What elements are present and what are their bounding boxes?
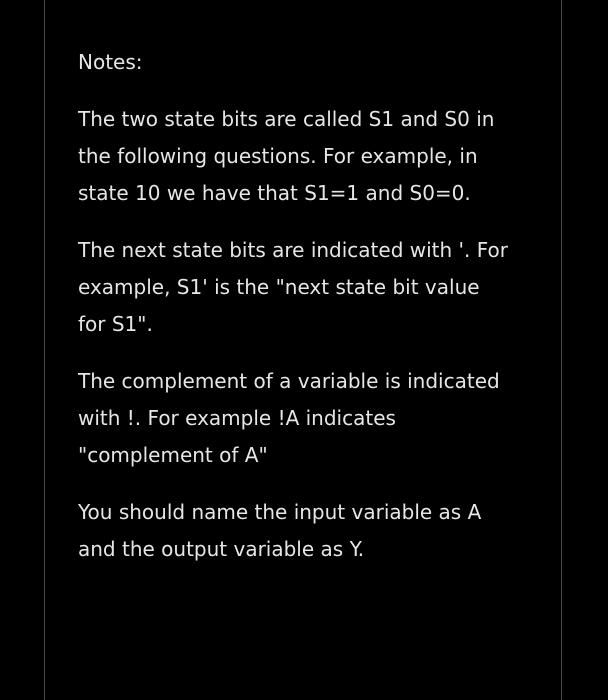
notes-title: Notes: [78,50,143,74]
paragraph-line: "complement of A" [78,443,268,467]
paragraph-line: You should name the input variable as A [78,500,482,524]
paragraph-line: example, S1' is the "next state bit value [78,275,480,299]
paragraph-line: The next state bits are indicated with '. For [78,238,508,262]
paragraph-line: The two state bits are called S1 and S0 in [78,107,495,131]
paragraph-line: with !. For example !A indicates [78,406,396,430]
paragraph-line: state 10 we have that S1=1 and S0=0. [78,181,471,205]
paragraph-next-state [78,232,548,343]
paragraph-variable-names [78,494,548,568]
paragraph-line: The complement of a variable is indicated [78,369,500,393]
paragraph-complement [78,363,548,474]
notes-content [78,44,548,568]
paragraph-line: the following questions. For example, in [78,144,478,168]
paragraph-line: and the output variable as Y. [78,537,365,561]
paragraph-state-bits [78,101,548,212]
paragraph-line: for S1". [78,312,153,336]
notes-panel [44,0,562,700]
